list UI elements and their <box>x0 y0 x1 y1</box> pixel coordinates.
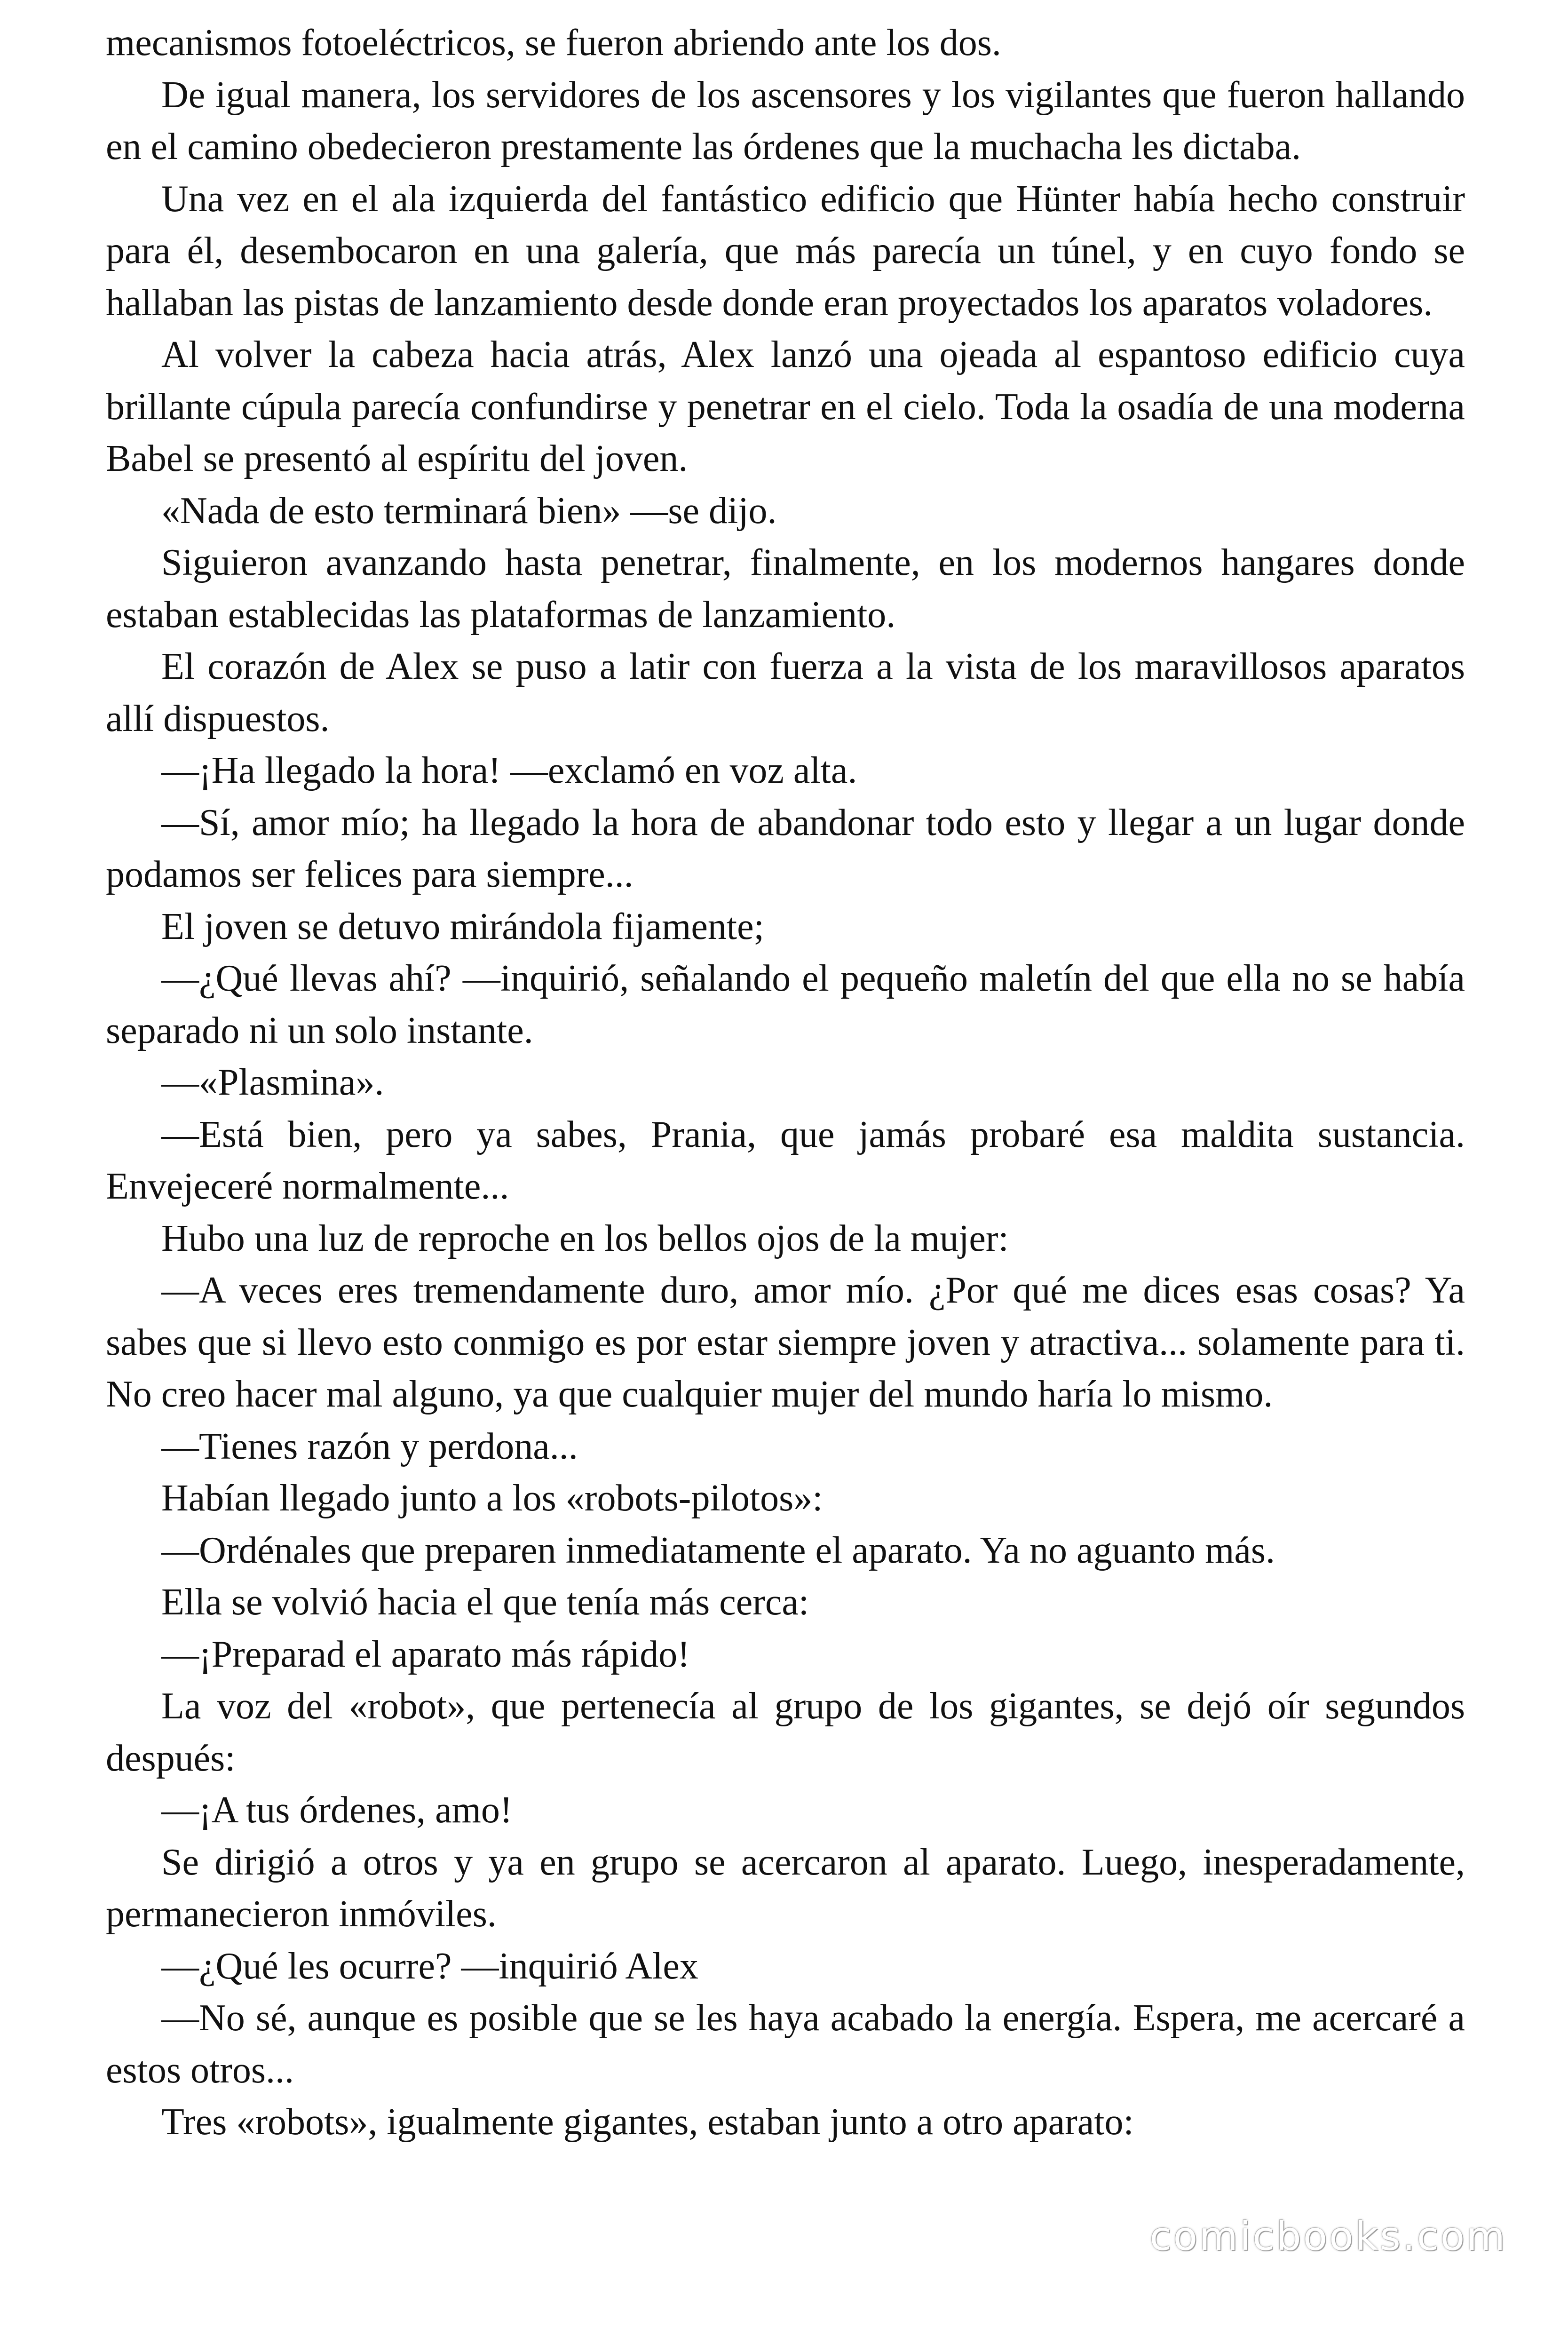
paragraph: Se dirigió a otros y ya en grupo se acercaron al aparato. Luego, inesperadamente, permanecieron inmóviles. <box>106 1841 1465 1935</box>
paragraph: Tres «robots», igualmente gigantes, estaban junto a otro aparato: <box>161 2101 1134 2143</box>
paragraph: Siguieron avanzando hasta penetrar, finalmente, en los modernos hangares donde estaban establecidas las plataformas de lanzamiento. <box>106 542 1465 636</box>
paragraph: —No sé, aunque es posible que se les haya acabado la energía. Espera, me acercaré a estos otros... <box>106 1997 1465 2091</box>
paragraph: —Tienes razón y perdona... <box>161 1425 578 1467</box>
paragraph: —Está bien, pero ya sabes, Prania, que jamás probaré esa maldita sustancia. Envejeceré normalmente... <box>106 1113 1465 1207</box>
paragraph: —«Plasmina». <box>161 1062 384 1103</box>
paragraph: El corazón de Alex se puso a latir con fuerza a la vista de los maravillosos aparatos allí dispuestos. <box>106 646 1465 739</box>
paragraph: La voz del «robot», que pertenecía al grupo de los gigantes, se dejó oír segundos después: <box>106 1685 1465 1779</box>
paragraph: —Sí, amor mío; ha llegado la hora de abandonar todo esto y llegar a un lugar donde podamos ser felices para siempre... <box>106 802 1465 895</box>
paragraph: Una vez en el ala izquierda del fantástico edificio que Hünter había hecho construir para él, desembocaron en una galería, que más parecía un túnel, y en cuyo fondo se hallaban las pistas de lanzamiento desde donde eran proyectados los aparatos voladores. <box>106 178 1465 324</box>
document-page <box>106 17 1465 2148</box>
paragraph: «Nada de esto terminará bien» —se dijo. <box>161 490 777 532</box>
paragraph: —¡Preparad el aparato más rápido! <box>161 1633 690 1675</box>
watermark: comicbooks.com <box>1149 2213 1507 2259</box>
paragraph: Ella se volvió hacia el que tenía más cerca: <box>161 1581 809 1623</box>
paragraph: Hubo una luz de reproche en los bellos ojos de la mujer: <box>161 1217 1009 1259</box>
paragraph: Habían llegado junto a los «robots-pilotos»: <box>161 1478 823 1519</box>
paragraph: —¿Qué les ocurre? —inquirió Alex <box>161 1945 698 1987</box>
paragraph: —¡Ha llegado la hora! —exclamó en voz alta. <box>161 750 857 791</box>
paragraph: El joven se detuvo mirándola fijamente; <box>161 906 764 947</box>
paragraph: —Ordénales que preparen inmediatamente el aparato. Ya no aguanto más. <box>161 1529 1275 1571</box>
paragraph: De igual manera, los servidores de los ascensores y los vigilantes que fueron hallando en el camino obedecieron prestamente las órdenes que la muchacha les dictaba. <box>106 74 1465 167</box>
paragraph: Al volver la cabeza hacia atrás, Alex lanzó una ojeada al espantoso edificio cuya brillante cúpula parecía confundirse y penetrar en el cielo. Toda la osadía de una moderna Babel se presentó al espíritu del joven. <box>106 334 1465 479</box>
paragraph: —¡A tus órdenes, amo! <box>161 1789 513 1831</box>
paragraph: —A veces eres tremendamente duro, amor mío. ¿Por qué me dices esas cosas? Ya sabes que si llevo esto conmigo es por estar siempre joven y atractiva... solamente para ti. No creo hacer mal alguno, ya que cualquier mujer del mundo haría lo mismo. <box>106 1270 1465 1415</box>
paragraph: —¿Qué llevas ahí? —inquirió, señalando el pequeño maletín del que ella no se había separado ni un solo instante. <box>106 958 1465 1051</box>
paragraph: mecanismos fotoeléctricos, se fueron abriendo ante los dos. <box>106 22 1001 64</box>
